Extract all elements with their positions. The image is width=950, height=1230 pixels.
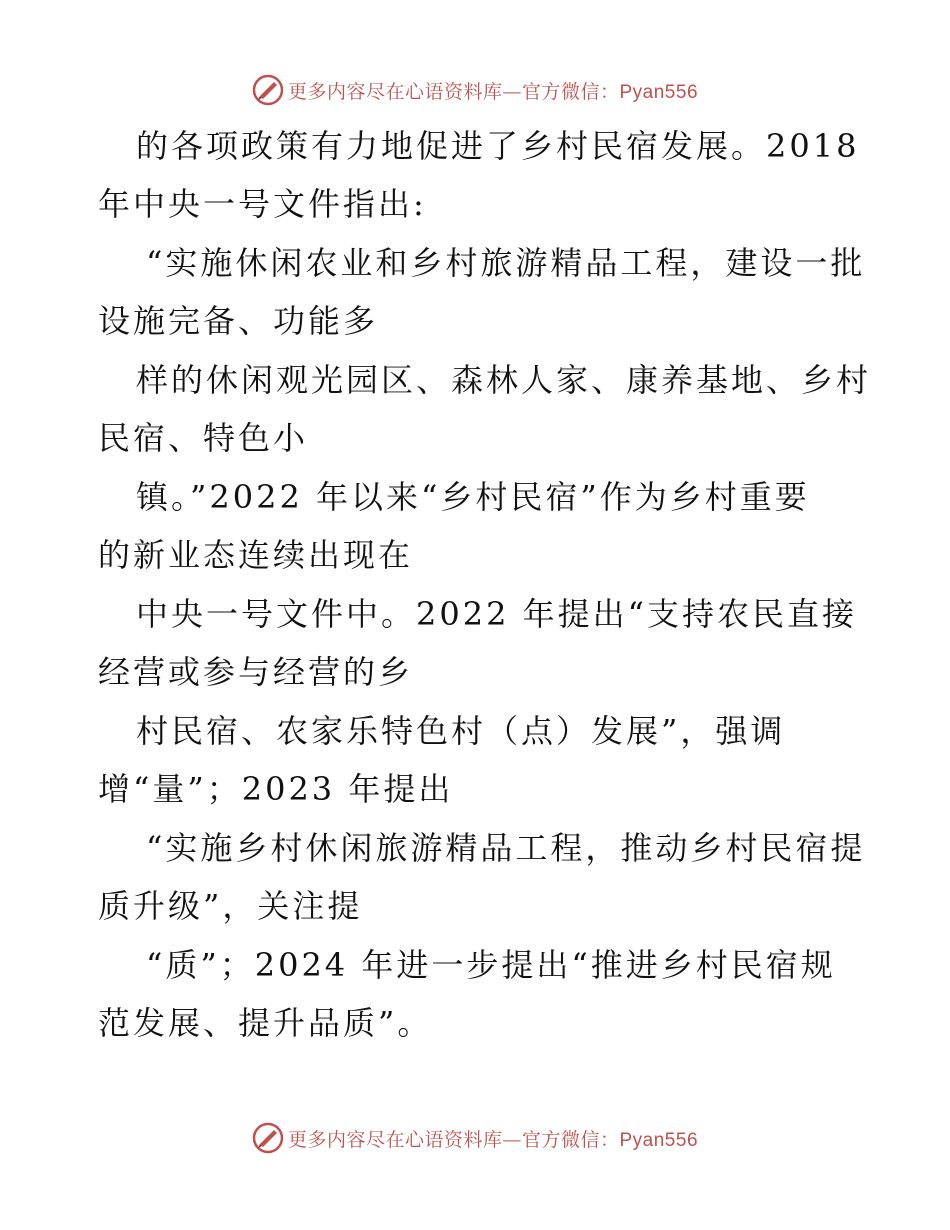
header-banner-wechat-id: Pyan556 [619,81,699,103]
body-line: 经营或参与经营的乡 [98,653,414,691]
body-line: 样的休闲观光园区、森林人家、康养基地、乡村 [136,361,872,399]
body-line: 镇。”2022 年以来“乡村民宿”作为乡村重要 [136,478,810,516]
header-banner-main: 更多内容尽在心语资料库 [287,80,503,103]
pen-logo-icon [252,1122,284,1154]
body-line: 中央一号文件中。2022 年提出“支持农民直接 [136,595,857,633]
body-line: 范发展、提升品质”。 [98,1004,433,1042]
body-line: 增“量”；2023 年提出 [98,770,454,808]
body-line: “质”；2024 年进一步提出“推进乡村民宿规 [146,946,836,984]
body-line: 年中央一号文件指出: [98,185,427,223]
footer-banner-separator: — [502,1128,522,1151]
body-line: “实施乡村休闲旅游精品工程，推动乡村民宿提 [146,829,866,867]
footer-banner-wechat-id: Pyan556 [619,1129,699,1151]
body-line: 村民宿、农家乐特色村（点）发展”，强调 [136,712,786,750]
footer-banner-text [288,1125,698,1152]
footer-banner-official: 官方微信： [521,1128,620,1151]
body-line: 设施完备、功能多 [98,302,379,340]
body-line: 民宿、特色小 [98,419,309,457]
body-line: 的新业态连续出现在 [98,536,414,574]
footer-watermark-banner [0,1118,950,1158]
footer-banner-main: 更多内容尽在心语资料库 [287,1128,503,1151]
header-banner-official: 官方微信： [521,80,620,103]
header-banner-separator: — [502,80,522,103]
body-line: 质升级”，关注提 [98,887,363,925]
body-line: 的各项政策有力地促进了乡村民宿发展。2018 [136,127,860,165]
body-line: “实施休闲农业和乡村旅游精品工程，建设一批 [146,244,866,282]
